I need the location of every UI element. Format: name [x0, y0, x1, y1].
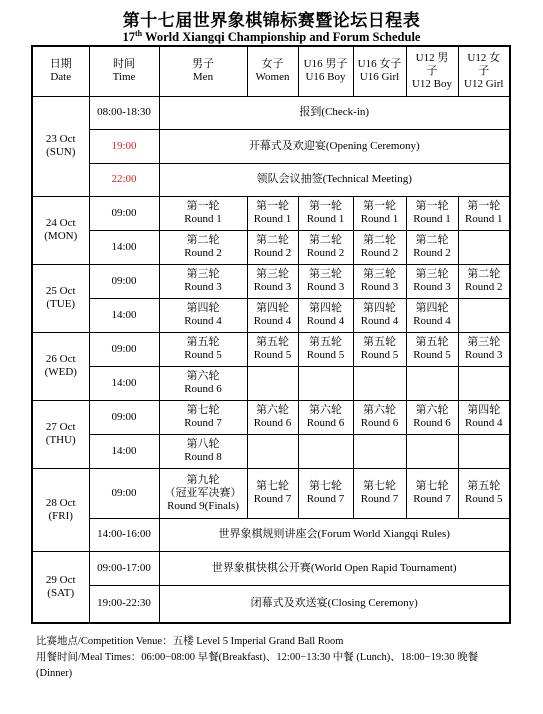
round-cell: 第七轮 Round 7 [406, 468, 458, 518]
header-women: 女子 Women [247, 46, 298, 96]
empty-cell [353, 434, 406, 468]
round-cell: 第四轮 Round 4 [406, 298, 458, 332]
time-cell: 09:00 [89, 332, 159, 366]
time-cell: 09:00 [89, 400, 159, 434]
round-cell: 第三轮 Round 3 [159, 264, 247, 298]
round-cell: 第五轮 Round 5 [159, 332, 247, 366]
round-cell: 第九轮 （冠亚军决赛） Round 9(Finals) [159, 468, 247, 518]
event-cell: 领队会议抽签(Technical Meeting) [159, 163, 510, 196]
header-u16-boy: U16 男子 U16 Boy [298, 46, 353, 96]
round-cell: 第五轮 Round 5 [458, 468, 510, 518]
round-cell: 第六轮 Round 6 [159, 366, 247, 400]
event-cell: 世界象棋规则讲座会(Forum World Xiangqi Rules) [159, 518, 510, 551]
round-cell: 第二轮 Round 2 [458, 264, 510, 298]
time-cell: 14:00 [89, 298, 159, 332]
round-cell: 第六轮 Round 6 [298, 400, 353, 434]
empty-cell [298, 366, 353, 400]
time-cell: 09:00 [89, 468, 159, 518]
round-cell: 第四轮 Round 4 [159, 298, 247, 332]
round-cell: 第三轮 Round 3 [247, 264, 298, 298]
time-cell: 08:00-18:30 [89, 96, 159, 129]
empty-cell [458, 298, 510, 332]
time-cell: 09:00 [89, 196, 159, 230]
round-cell: 第一轮 Round 1 [458, 196, 510, 230]
time-cell: 22:00 [89, 163, 159, 196]
date-cell: 29 Oct (SAT) [32, 551, 89, 623]
round-cell: 第五轮 Round 5 [353, 332, 406, 366]
subtitle-ordinal: th [135, 29, 143, 38]
round-cell: 第二轮 Round 2 [298, 230, 353, 264]
round-cell: 第七轮 Round 7 [159, 400, 247, 434]
header-men: 男子 Men [159, 46, 247, 96]
date-cell: 28 Oct (FRI) [32, 468, 89, 551]
table-row [32, 551, 510, 585]
table-row [32, 298, 510, 332]
round-cell: 第一轮 Round 1 [159, 196, 247, 230]
round-cell: 第六轮 Round 6 [353, 400, 406, 434]
table-row [32, 518, 510, 551]
subtitle-text: World Xiangqi Championship and Forum Schedule [142, 30, 421, 45]
date-cell: 25 Oct (TUE) [32, 264, 89, 332]
header-date: 日期 Date [32, 46, 89, 96]
empty-cell [353, 366, 406, 400]
empty-cell [406, 366, 458, 400]
header-u12-boy: U12 男 子 U12 Boy [406, 46, 458, 96]
header-row [32, 46, 510, 96]
subtitle-number: 17 [122, 30, 136, 45]
empty-cell [247, 434, 298, 468]
round-cell: 第一轮 Round 1 [247, 196, 298, 230]
round-cell: 第一轮 Round 1 [298, 196, 353, 230]
round-cell: 第七轮 Round 7 [247, 468, 298, 518]
event-cell: 报到(Check-in) [159, 96, 510, 129]
round-cell: 第七轮 Round 7 [353, 468, 406, 518]
table-row [32, 196, 510, 230]
round-cell: 第三轮 Round 3 [353, 264, 406, 298]
round-cell: 第四轮 Round 4 [353, 298, 406, 332]
page-subtitle [0, 29, 543, 45]
table-row [32, 96, 510, 129]
header-u12-girl: U12 女 子 U12 Girl [458, 46, 510, 96]
meal-times-note-cont: (Dinner) [36, 668, 73, 679]
date-cell: 23 Oct (SUN) [32, 96, 89, 196]
time-cell: 14:00 [89, 230, 159, 264]
table-row [32, 129, 510, 163]
round-cell: 第八轮 Round 8 [159, 434, 247, 468]
meal-times-note: 用餐时间/Meal Times：06:00−08:00 早餐(Breakfast)、12:00−13:30 中餐 (Lunch)、18:00−19:30 晚餐 [36, 652, 479, 663]
time-cell: 19:00 [89, 129, 159, 163]
empty-cell [458, 366, 510, 400]
time-cell: 09:00-17:00 [89, 551, 159, 585]
round-cell: 第七轮 Round 7 [298, 468, 353, 518]
date-cell: 24 Oct (MON) [32, 196, 89, 264]
round-cell: 第五轮 Round 5 [247, 332, 298, 366]
round-cell: 第五轮 Round 5 [298, 332, 353, 366]
table-row [32, 264, 510, 298]
round-cell: 第一轮 Round 1 [353, 196, 406, 230]
table-row [32, 585, 510, 623]
round-cell: 第二轮 Round 2 [247, 230, 298, 264]
date-cell: 26 Oct (WED) [32, 332, 89, 400]
time-cell: 14:00 [89, 366, 159, 400]
round-cell: 第四轮 Round 4 [247, 298, 298, 332]
table-row [32, 366, 510, 400]
round-cell: 第四轮 Round 4 [458, 400, 510, 434]
round-cell: 第二轮 Round 2 [406, 230, 458, 264]
empty-cell [458, 230, 510, 264]
round-cell: 第二轮 Round 2 [159, 230, 247, 264]
table-row [32, 230, 510, 264]
round-cell: 第三轮 Round 3 [406, 264, 458, 298]
event-cell: 开幕式及欢迎宴(Opening Ceremony) [159, 129, 510, 163]
empty-cell [458, 434, 510, 468]
round-cell: 第三轮 Round 3 [298, 264, 353, 298]
table-row [32, 434, 510, 468]
date-cell: 27 Oct (THU) [32, 400, 89, 468]
schedule-table [31, 45, 511, 624]
table-row [32, 163, 510, 196]
round-cell: 第二轮 Round 2 [353, 230, 406, 264]
round-cell: 第六轮 Round 6 [406, 400, 458, 434]
header-time: 时间 Time [89, 46, 159, 96]
round-cell: 第四轮 Round 4 [298, 298, 353, 332]
table-row [32, 400, 510, 434]
round-cell: 第一轮 Round 1 [406, 196, 458, 230]
round-cell: 第三轮 Round 3 [458, 332, 510, 366]
time-cell: 14:00 [89, 434, 159, 468]
time-cell: 19:00-22:30 [89, 585, 159, 623]
empty-cell [298, 434, 353, 468]
round-cell: 第五轮 Round 5 [406, 332, 458, 366]
footer-notes [36, 634, 516, 682]
table-row [32, 332, 510, 366]
time-cell: 14:00-16:00 [89, 518, 159, 551]
empty-cell [247, 366, 298, 400]
round-cell: 第六轮 Round 6 [247, 400, 298, 434]
event-cell: 世界象棋快棋公开赛(World Open Rapid Tournament) [159, 551, 510, 585]
venue-note: 比赛地点/Competition Venue：五楼 Level 5 Imperial Grand Ball Room [36, 636, 344, 647]
empty-cell [406, 434, 458, 468]
header-u16-girl: U16 女子 U16 Girl [353, 46, 406, 96]
time-cell: 09:00 [89, 264, 159, 298]
event-cell: 闭幕式及欢送宴(Closing Ceremony) [159, 585, 510, 623]
page-title: 第十七届世界象棋锦标赛暨论坛日程表 [122, 11, 421, 31]
table-row [32, 468, 510, 518]
